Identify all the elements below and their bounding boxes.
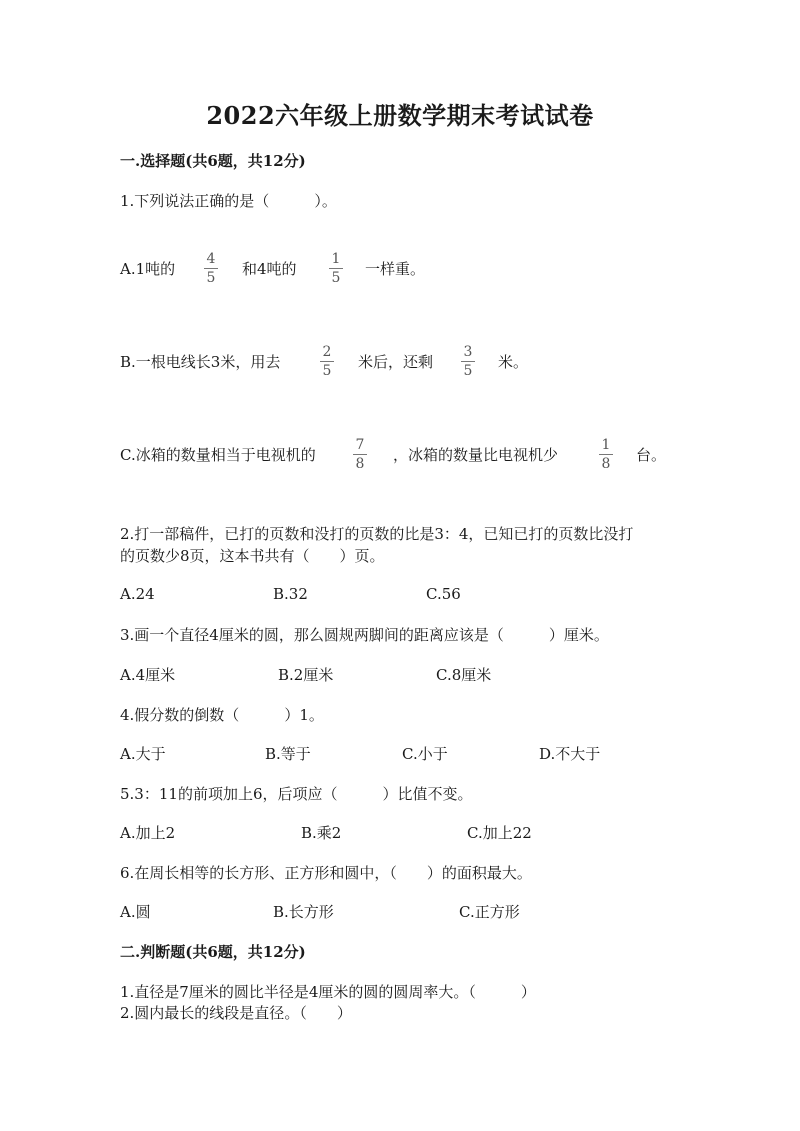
page-title: 2022六年级上册数学期末考试试卷 (206, 101, 594, 130)
question-1-option-b-text2: 米后，还剩 (358, 353, 434, 371)
question-4-option-a: A.大于 (120, 745, 166, 763)
question-1-option-c-text2: ，冰箱的数量比电视机少 (393, 446, 559, 464)
question-1-option-a-fraction2 (326, 252, 346, 285)
fraction-denominator: 5 (206, 270, 216, 286)
question-5-option-c: C.加上22 (467, 824, 532, 842)
question-2-option-a: A.24 (120, 585, 155, 603)
question-1-option-b-fraction2 (458, 345, 478, 378)
question-1-stem: 1.下列说法正确的是（ ）。 (120, 192, 337, 210)
fraction-bar (599, 454, 613, 455)
question-1-option-c-fraction1 (350, 438, 370, 471)
question-6-option-c: C.正方形 (459, 903, 520, 921)
fraction-numerator: 2 (322, 344, 332, 360)
question-2-option-b: B.32 (273, 585, 308, 603)
question-2-option-c: C.56 (426, 585, 461, 603)
fraction-denominator: 5 (463, 363, 473, 379)
fraction-bar (329, 268, 343, 269)
fraction-bar (461, 361, 475, 362)
fraction-numerator: 4 (206, 251, 216, 267)
question-4-stem: 4.假分数的倒数（ ）1。 (120, 706, 324, 724)
question-1-option-b-fraction1 (317, 345, 337, 378)
question-3-option-b: B.2厘米 (278, 666, 334, 684)
question-3-stem: 3.画一个直径4厘米的圆，那么圆规两脚间的距离应该是（ ）厘米。 (120, 626, 609, 644)
fraction-numerator: 1 (601, 437, 611, 453)
question-2-stem-line2: 的页数少8页，这本书共有（ ）页。 (120, 547, 385, 565)
question-1-option-a-fraction1 (201, 252, 221, 285)
question-6-option-a: A.圆 (120, 903, 151, 921)
question-1-option-a-text2: 和4吨的 (242, 260, 297, 278)
question-5-option-a: A.加上2 (120, 824, 176, 842)
question-1-option-b-text1: B.一根电线长3米，用去 (120, 353, 281, 371)
fraction-bar (320, 361, 334, 362)
fraction-numerator: 7 (355, 437, 365, 453)
fraction-bar (204, 268, 218, 269)
question-1-option-a-text1: A.1吨的 (120, 260, 176, 278)
question-6-stem: 6.在周长相等的长方形、正方形和圆中，（ ）的面积最大。 (120, 864, 532, 882)
fraction-denominator: 8 (601, 456, 611, 472)
question-1-option-a-text3: 一样重。 (365, 260, 426, 278)
fraction-bar (353, 454, 367, 455)
fraction-numerator: 1 (331, 251, 341, 267)
judgement-1: 1.直径是7厘米的圆比半径是4厘米的圆的圆周率大。（ ） (120, 983, 536, 1001)
section-heading-choice: 一.选择题(共6题，共12分) (120, 152, 306, 170)
question-3-option-a: A.4厘米 (120, 666, 176, 684)
question-1-option-c-fraction2 (596, 438, 616, 471)
section-heading-judgement: 二.判断题(共6题，共12分) (120, 943, 306, 961)
judgement-2: 2.圆内最长的线段是直径。（ ） (120, 1004, 352, 1022)
question-1-option-c-text3: 台。 (636, 446, 667, 464)
fraction-denominator: 5 (322, 363, 332, 379)
question-4-option-c: C.小于 (402, 745, 448, 763)
question-3-option-c: C.8厘米 (436, 666, 492, 684)
question-4-option-b: B.等于 (265, 745, 311, 763)
question-2-stem-line1: 2.打一部稿件，已打的页数和没打的页数的比是3：4，已知已打的页数比没打 (120, 525, 634, 543)
fraction-numerator: 3 (463, 344, 473, 360)
fraction-denominator: 5 (331, 270, 341, 286)
question-5-stem: 5.3：11的前项加上6，后项应（ ）比值不变。 (120, 785, 473, 803)
fraction-denominator: 8 (355, 456, 365, 472)
question-1-option-c-text1: C.冰箱的数量相当于电视机的 (120, 446, 316, 464)
question-5-option-b: B.乘2 (301, 824, 342, 842)
question-6-option-b: B.长方形 (273, 903, 334, 921)
question-1-option-b-text3: 米。 (498, 353, 529, 371)
question-4-option-d: D.不大于 (539, 745, 601, 763)
